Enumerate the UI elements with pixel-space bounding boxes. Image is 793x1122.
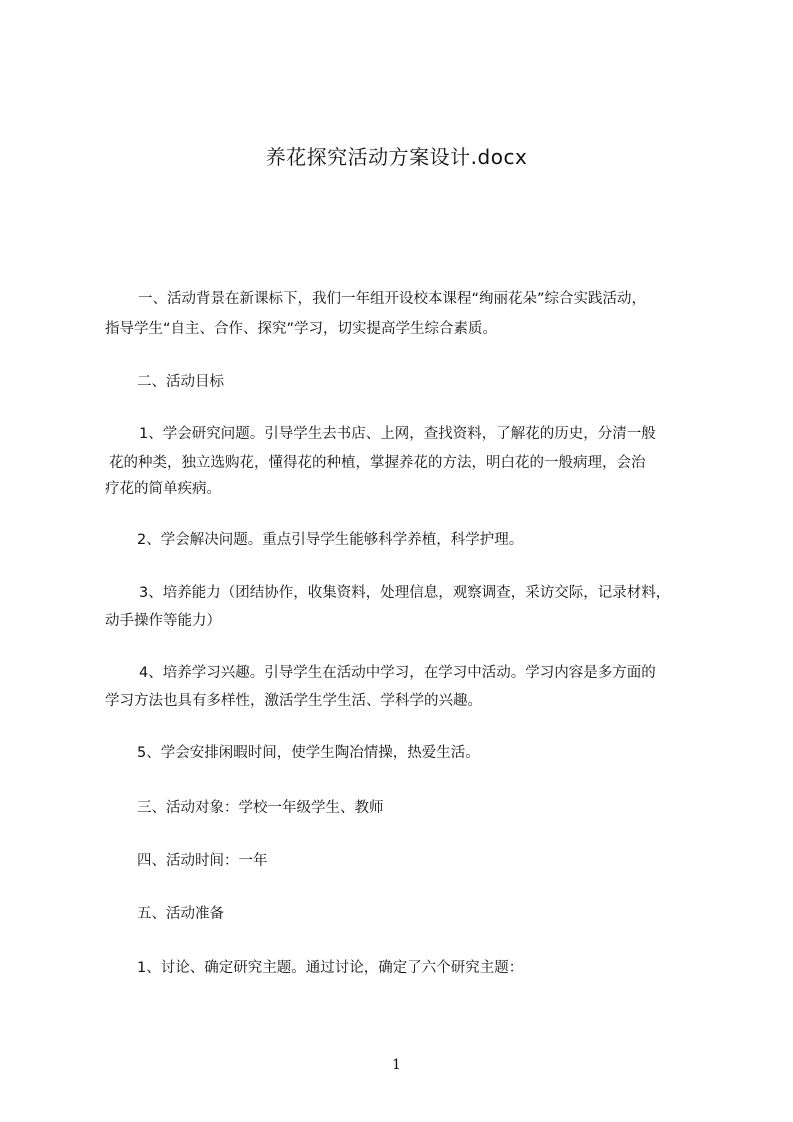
section-heading-preparation: 五、活动准备 xyxy=(137,906,224,922)
paragraph-goal-3-line-2: 动手操作等能力） xyxy=(105,613,221,629)
paragraph-goal-1-line-3: 疗花的简单疾病。 xyxy=(105,481,221,497)
paragraph-goal-4-line-2: 学习方法也具有多样性，激活学生学生活、学科学的兴趣。 xyxy=(105,693,482,709)
section-heading-goals: 二、活动目标 xyxy=(137,374,224,390)
page-number: 1 xyxy=(392,1057,401,1073)
paragraph-goal-1-line-1: 1、学会研究问题。引导学生去书店、上网，查找资料，了解花的历史，分清一般 xyxy=(139,426,656,442)
paragraph-background-line-2: 指导学生“自主、合作、探究”学习，切实提高学生综合素质。 xyxy=(105,321,498,337)
section-heading-target: 三、活动对象：学校一年级学生、教师 xyxy=(137,800,384,816)
document-title: 养花探究活动方案设计.docx xyxy=(265,145,528,169)
paragraph-background-line-1: 一、活动背景在新课标下，我们一年组开设校本课程“绚丽花朵”综合实践活动， xyxy=(138,291,647,307)
paragraph-goal-4-line-1: 4、培养学习兴趣。引导学生在活动中学习，在学习中活动。学习内容是多方面的 xyxy=(139,665,656,681)
paragraph-preparation-1: 1、讨论、确定研究主题。通过讨论，确定了六个研究主题： xyxy=(137,960,524,976)
section-heading-time: 四、活动时间：一年 xyxy=(137,853,268,869)
paragraph-goal-5: 5、学会安排闲暇时间，使学生陶冶情操，热爱生活。 xyxy=(137,745,480,761)
paragraph-goal-1-line-2: 花的种类，独立选购花，懂得花的种植，掌握养花的方法，明白花的一般病理，会治 xyxy=(109,455,646,471)
paragraph-goal-3-line-1: 3、培养能力（团结协作，收集资料，处理信息，观察调查，采访交际，记录材料， xyxy=(139,585,671,601)
paragraph-goal-2: 2、学会解决问题。重点引导学生能够科学养植，科学护理。 xyxy=(137,532,524,548)
